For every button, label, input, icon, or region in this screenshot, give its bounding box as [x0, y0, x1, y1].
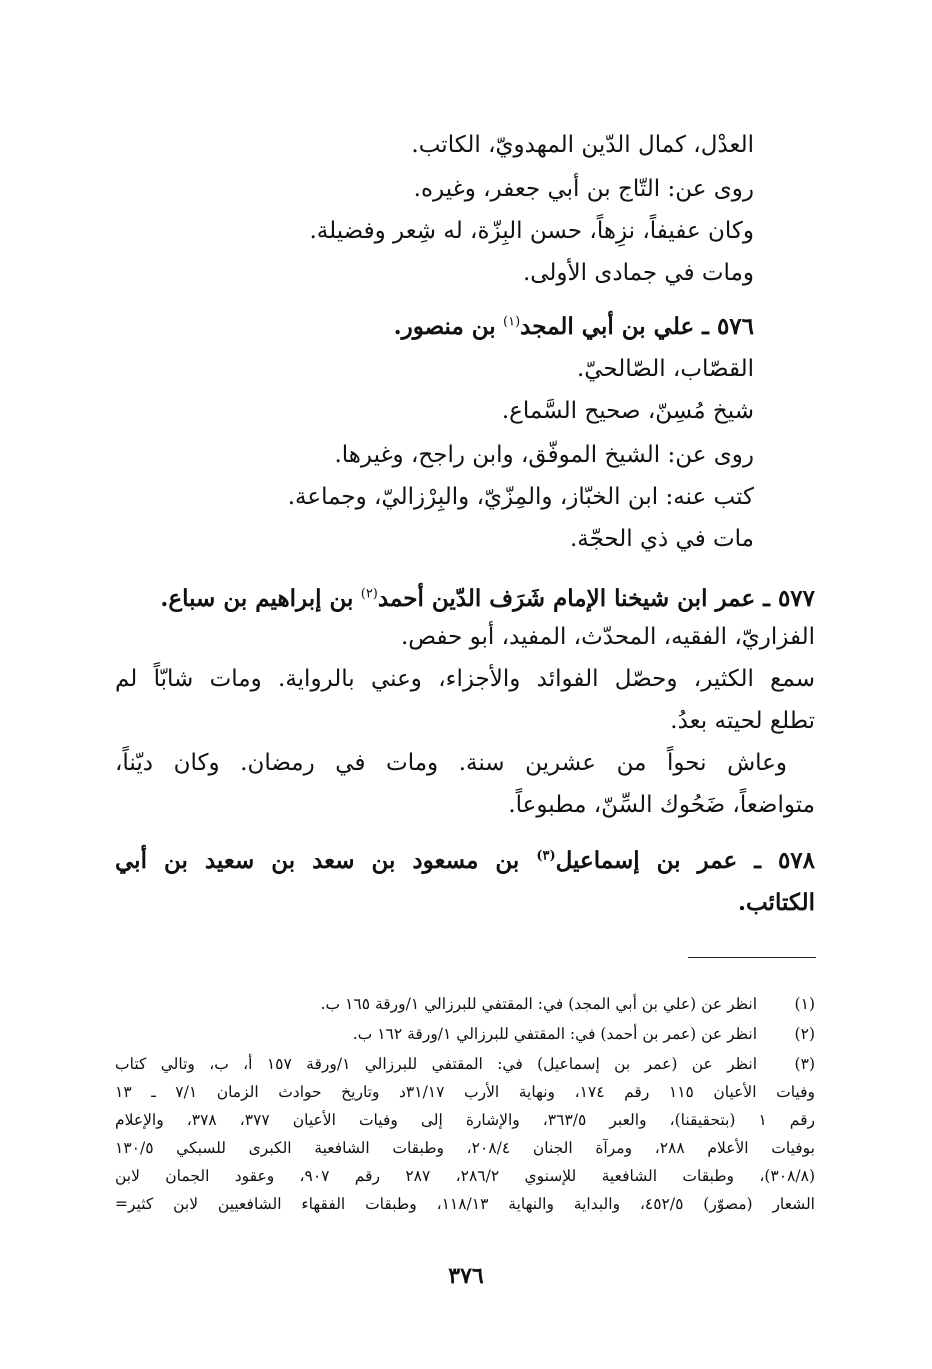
footnote-marker: (٢) — [360, 586, 378, 602]
footnote — [115, 992, 815, 1016]
footnote — [115, 1022, 815, 1046]
text-line: القصّاب، الصّالحيّ. — [576, 356, 754, 382]
footnote-line: (٣٠٨/٨)، وطبقات الشافعية للإسنوي ٢٨٦/٢، ٢٨٧ رقم ٩٠٧، وعقود الجمان لابن — [115, 1167, 815, 1185]
footnote — [115, 1052, 815, 1076]
entry-title-tail: بن مسعود بن سعد بن سعيد بن أبي — [115, 847, 520, 874]
footnote-line: انظر عن (عمر بن أحمد) في: المقتفي للبرزالي ١/ورقة ١٦٢ ب. — [352, 1025, 757, 1043]
footnote-line: انظر عن (عمر بن إسماعيل) في: المقتفي للبرزالي ١/ورقة ١٥٧ أ، ب، وتالي كتاب — [115, 1055, 757, 1073]
text-line: روى عن: الشيخ الموفّق، وابن راجح، وغيرها. — [334, 442, 754, 468]
text-line: الكتائب. — [737, 889, 815, 916]
footnote-continuation — [115, 1080, 815, 1216]
entry-heading-577 — [115, 584, 815, 614]
footnote-line: وفيات الأعيان ١١٥ رقم ١٧٤، ونهاية الأرب ٣١/١٧د وتاريخ حوادث الزمان ٧/١ ـ ١٣ — [115, 1083, 815, 1101]
text-line: الفزاريّ، الفقيه، المحدّث، المفيد، أبو حفص. — [400, 624, 815, 650]
footnote-marker: (١) — [503, 314, 521, 330]
footnote-number: (١) — [794, 995, 815, 1013]
text-line: سمع الكثير، وحصّل الفوائد والأجزاء، وعني بالرواية. ومات شابّاً لم — [115, 666, 815, 692]
entry-title: ٥٧٨ ـ عمر بن إسماعيل — [555, 847, 816, 874]
text-line: ومات في جمادى الأولى. — [522, 260, 754, 286]
text-line: وكان عفيفاً، نزِهاً، حسن البِزّة، له شِعر وفضيلة. — [309, 218, 754, 244]
footnote-line: رقم ١ (بتحقيقنا)، والعبر ٣٦٣/٥، والإشارة إلى وفيات الأعيان ٣٧٧، ٣٧٨، والإعلام — [115, 1111, 816, 1129]
footnote-marker: (٣) — [536, 848, 556, 864]
entry-heading-576 — [114, 312, 754, 342]
text-line: مات في ذي الحجّة. — [569, 526, 754, 552]
footnote-line: بوفيات الأعلام ٢٨٨، ومرآة الجنان ٢٠٨/٤، وطبقات الشافعية الكبرى للسبكي ١٣٠/٥ — [115, 1139, 815, 1157]
footnote-line: انظر عن (علي بن أبي المجد) في: المقتفي للبرزالي ١/ورقة ١٦٥ ب. — [320, 995, 757, 1013]
page-number: ٣٧٦ — [448, 1263, 484, 1289]
text-line: تطلع لحيته بعدُ. — [670, 708, 815, 734]
footnote-number: (٣) — [794, 1055, 815, 1073]
text-line: كتب عنه: ابن الخبّاز، والمِزّيّ، والبِرْزاليّ، وجماعة. — [287, 484, 754, 510]
text-line: روى عن: التّاج بن أبي جعفر، وغيره. — [413, 176, 754, 202]
text-line: العدْل، كمال الدّين المهدويّ، الكاتب. — [411, 132, 754, 158]
entry-title: ٥٧٧ ـ عمر ابن شيخنا الإمام شَرَف الدّين أحمد — [377, 585, 815, 612]
entry-title-tail: بن منصور. — [393, 313, 496, 340]
text-line: متواضعاً، ضَحُوك السِّنّ، مطبوعاً. — [508, 792, 815, 818]
footnote-separator — [688, 957, 816, 958]
entry-heading-578 — [115, 846, 815, 876]
text-line: وعاش نحواً من عشرين سنة. ومات في رمضان. وكان ديّناً، — [115, 750, 787, 776]
entry-title: ٥٧٦ ـ علي بن أبي المجد — [520, 313, 754, 340]
footnote-number: (٢) — [794, 1025, 815, 1043]
entry-title-tail: بن إبراهيم بن سباع. — [160, 585, 354, 612]
footnote-line: الشعار (مصوّر) ٤٥٢/٥، والبداية والنهاية ١١٨/١٣، وطبقات الفقهاء الشافعيين لابن كثير= — [115, 1195, 815, 1213]
text-line: شيخ مُسِنّ، صحيح السَّماع. — [501, 398, 754, 424]
